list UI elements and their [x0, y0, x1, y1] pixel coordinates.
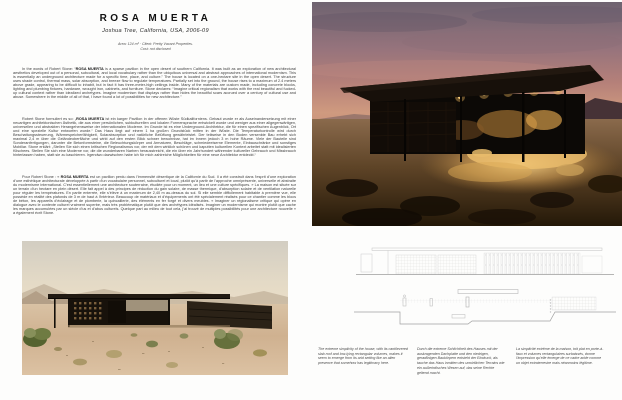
caption-german: Durch die extreme Schlichtheit des Hauses mit der auskragenden Dachplatte und den niedrigen, geradlinigen Baukörpern entsteht der Eindruck, als tauche das Haus inmitten des unwirtlichen Terrains wie ein außerirdisches Wesen auf, das seine Rechte geltend macht.	[417, 347, 505, 375]
meta-cost: Cost: not disclosed	[140, 46, 171, 51]
paragraph-text: est un pavillon perdu dans l’immensité désertique de la Californie du Sud. Il a été construit dans l’esprit d’une exploration d’une esthétique architecturale développée à partir d’un vocabulaire personnel, subculturel et local, plutôt qu’à partir de l’approche omniprésente, universelle et abstraite du modernisme international. C’est essentiellement une architecture souterraine, étudiée pour un moment, un lieu et une culture spécifiques. » La maison est située sur un terrain d’un hectare en plein désert. Elle fait appel à des principes de réduction du gain solaire, de masse thermique, d’absorption solaire et de ventilation naturelle pour réguler les températures. En partie enterrée, elle s’élève à un maximum de 2,40 m au-dessus du sol. Si elle semble difficilement habitable à première vue, elle possède en réalité des plafonds de 3 m de haut à l’intérieur. Beaucoup de matériaux et d’équipements ont été spécialement réalisés pour ce chantier comme les blocs de béton, les appareils d’éclairage et de plomberie, la quincaillerie, des éléments en fer forgé et divers meubles. « Imaginer un régionalisme critique qui opère en dialogue avec le contexte culturel vraiment superbe, mais très problématique plutôt que des archétypes idéalisés. Imaginer un modernisme qui montre plutôt que cache les marques accumulées par un siècle d’us et d’abus culturels. Quelque part au milieu de tout cela, j’ai trouvé de multiples possibilités pour une architecture nouvelle » a également écrit Stone.	[13, 175, 297, 215]
pavilion-in-desert-photo	[22, 241, 288, 375]
body-paragraph-french	[13, 176, 296, 216]
meta-area-client: Area: 124 m² · Client: Pretty Vacant Properties.	[118, 42, 193, 46]
body-paragraph-german	[13, 118, 296, 158]
project-name-bold: ROSA MUERTA	[76, 117, 105, 121]
elevation-line-drawing	[356, 245, 614, 279]
project-subtitle: Joshua Tree, California, USA, 2006-09	[102, 28, 209, 34]
caption-french: La simplicité extrême de la maison, toit plat en porte-à-faux et volumes rectangulaires surbaissés, donne l’impression qu’elle émerge de ce cadre aride comme un objet extraterrestre mais néanmoins légitime.	[516, 347, 604, 366]
caption-english: The extreme simplicity of the house, with its cantilevered slab roof and low-lying rectangular volumes, makes it seem to emerge from its arid setting like an alien presence that somehow has legitimacy here.	[318, 347, 408, 366]
section-line-drawing	[354, 288, 616, 328]
pavilion-at-dusk-photo	[312, 2, 622, 226]
paragraph-intro: Robert Stone formuliert es so: „	[22, 117, 77, 121]
body-paragraph-english	[13, 68, 296, 100]
paragraph-text: ist ein karger Pavillon in der offenen Wüste Südkaliforniens. Gebaut wurde er als Auseinandersetzung mit einer neuartigen architektonischen Ästhetik, die aus einer persönlichen, subkulturellen und lokalen Formensprache entwickelt wurde und weniger aus einer allgegenwärtigen, universellen und abstrakten Herangehensweise der internationalen Moderne. Im Grunde ist es eine Underground-Architektur, die für einen spezifischen Augenblick, Ort und eine spezielle Kultur entworfen wurde.“ Das Haus liegt auf einem 1 ha großen Grundstück mitten in der Wüste. Die Temperaturkontrolle wird durch Beschattungssteuerung, Wärmespeicherfähigkeit, Solarabsorption und natürliche Belüftung gewährleistet. Der teilweise in den Boden versenkte Bau erhebt sich maximal 2,4 m über die Geländeoberfläche und wirkt auf den ersten Blick schwer bewohnbar, hat im Innern jedoch 3 m hohe Räume. Viele der Bauteile sind Sonderanfertigungen, darunter die Betonformsteine, die Beleuchtungskörper und Armaturen, Beschläge, schmiedeeiserne Elemente, Einbauschränke und sonstiges Mobiliar. Stone erklärt: „Stellen Sie sich einen kritischen Regionalismus vor, der mit dem wirklich schönen und kaputten kulturellen Kontext arbeitet statt mit idealisierten Klischees. Stellen Sie sich eine Moderne vor, die die wunderbaren Narben herausstreicht, die ein über ein Jahrhundert währender kultureller Gebrauch und Missbrauch hinterlassen haben, statt sie zu kaschieren. Irgendwo dazwischen habe ich für mich zahlreiche Möglichkeiten für eine neue Architektur entdeckt.“	[13, 117, 297, 157]
project-name-bold: ROSA MUERTA	[75, 67, 104, 71]
project-meta	[13, 42, 298, 51]
page-title: ROSA MUERTA	[99, 13, 212, 24]
project-name-bold: ROSA MUERTA	[60, 175, 89, 179]
paragraph-intro: In the words of Robert Stone: “	[22, 67, 76, 71]
paragraph-text: is a sparse pavilion in the open desert of southern California. It was built as an exploration of new architectural aesthetics developed out of a personal, subcultural, and local vocabulary rather than the ubiquitous universal and abstract approaches of international modernism. This is essentially an underground architecture made for a specific time, place, and culture.” The house is located on a one-hectare site in the open desert. The structure uses shade control, thermal mass, solar absorption, and breeze flow to regulate temperatures. Partially set into the ground, the house rises to a maximum of 2.4 meters above grade, appearing to be difficult to inhabit, but in fact it has three-meter-high ceilings inside. Many of the materials are custom made, including concrete blocks, lighting and plumbing fixtures, hardware, wrought iron, cabinets, and furniture. Stone declares: “Imagine critical regionalism that works with the real beautiful and fucked-up cultural context rather than idealized archetypes. Imagine modernism that displays rather than hides the beautiful scars accrued over a century of cultural use and abuse. Somewhere in the middle of all of that, I have found a lot of possibilities for new architecture.”	[13, 67, 296, 99]
paragraph-intro: Pour Robert Stone : «	[22, 175, 61, 179]
